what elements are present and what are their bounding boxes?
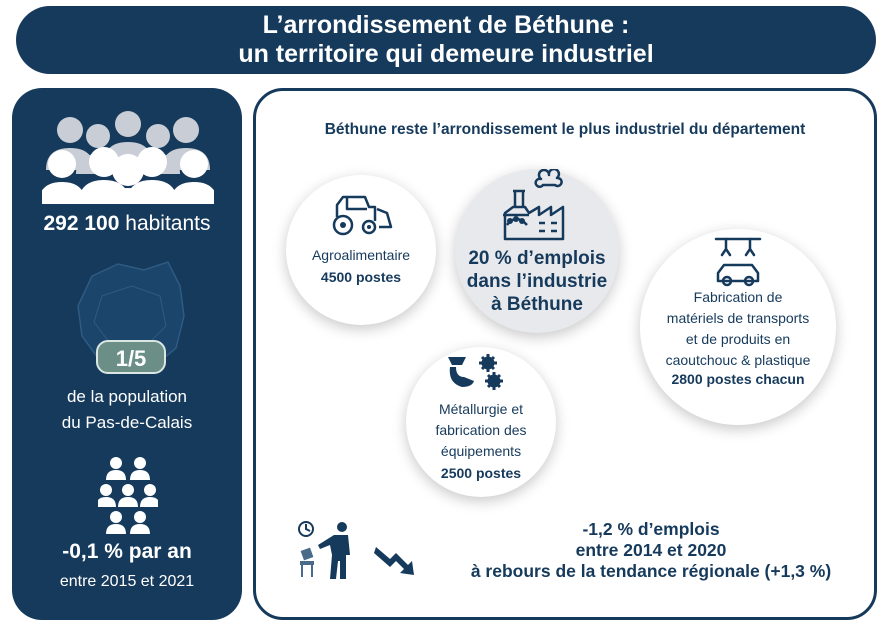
title-banner bbox=[16, 6, 876, 74]
decline-line3: à rebours de la tendance régionale (+1,3 %) bbox=[470, 561, 832, 581]
industry-share-circle bbox=[455, 169, 619, 333]
metallurgy-label-line1: Métallurgie et bbox=[438, 401, 524, 417]
transport-plastics-label bbox=[640, 287, 836, 371]
transport-plastics-value: 2800 postes chacun bbox=[671, 371, 805, 387]
industry-subtitle: Béthune reste l’arrondissement le plus industriel du département bbox=[324, 121, 806, 138]
transport-label-line4: caoutchouc & plastique bbox=[665, 352, 811, 368]
tractor-icon bbox=[329, 193, 393, 237]
metallurgy-gears-icon bbox=[444, 353, 504, 393]
fraction-desc-line2: du Pas-de-Calais bbox=[61, 413, 193, 432]
industry-panel bbox=[253, 88, 877, 620]
metallurgy-circle bbox=[406, 347, 556, 497]
transport-plastics-circle bbox=[640, 229, 836, 425]
metallurgy-label bbox=[406, 399, 556, 462]
metallurgy-label-line3: équipements bbox=[440, 443, 522, 459]
transport-label-line2: matériels de transports bbox=[666, 310, 810, 326]
population-trend-value: -0,1 % par an bbox=[62, 540, 192, 563]
factory-icon bbox=[499, 169, 575, 241]
population-unit: habitants bbox=[125, 212, 211, 235]
downward-arrow-icon bbox=[374, 543, 418, 577]
industry-share-line1: 20 % d’emplois bbox=[468, 248, 606, 269]
agrifood-value: 4500 postes bbox=[320, 269, 402, 285]
crowd-icon bbox=[42, 108, 214, 204]
decline-line1: -1,2 % d’emplois bbox=[582, 519, 720, 539]
small-crowd-icon bbox=[98, 456, 158, 538]
page-title-line2: un territoire qui demeure industriel bbox=[238, 40, 654, 68]
agrifood-label: Agroalimentaire bbox=[311, 247, 411, 263]
population-panel bbox=[12, 88, 242, 620]
car-assembly-icon bbox=[714, 235, 762, 287]
fraction-description bbox=[12, 384, 242, 436]
agrifood-circle bbox=[286, 175, 436, 325]
decline-line2: entre 2014 et 2020 bbox=[575, 540, 727, 560]
population-count bbox=[12, 212, 242, 236]
metallurgy-label-line2: fabrication des bbox=[435, 422, 527, 438]
fraction-desc-line1: de la population bbox=[66, 387, 188, 406]
fraction-badge: 1/5 bbox=[96, 340, 166, 374]
population-value: 292 100 bbox=[43, 212, 120, 235]
population-trend-period: entre 2015 et 2021 bbox=[59, 573, 195, 590]
industry-share-line2: dans l’industrie bbox=[466, 271, 608, 292]
industry-share-text bbox=[455, 247, 619, 316]
page-title-line1: L’arrondissement de Béthune : bbox=[262, 11, 630, 39]
employment-decline bbox=[431, 519, 871, 582]
industry-share-line3: à Béthune bbox=[491, 294, 583, 315]
metallurgy-value: 2500 postes bbox=[440, 465, 522, 481]
worker-leaving-icon bbox=[296, 521, 362, 581]
transport-label-line1: Fabrication de bbox=[693, 289, 783, 305]
transport-label-line3: et de produits en bbox=[685, 331, 791, 347]
